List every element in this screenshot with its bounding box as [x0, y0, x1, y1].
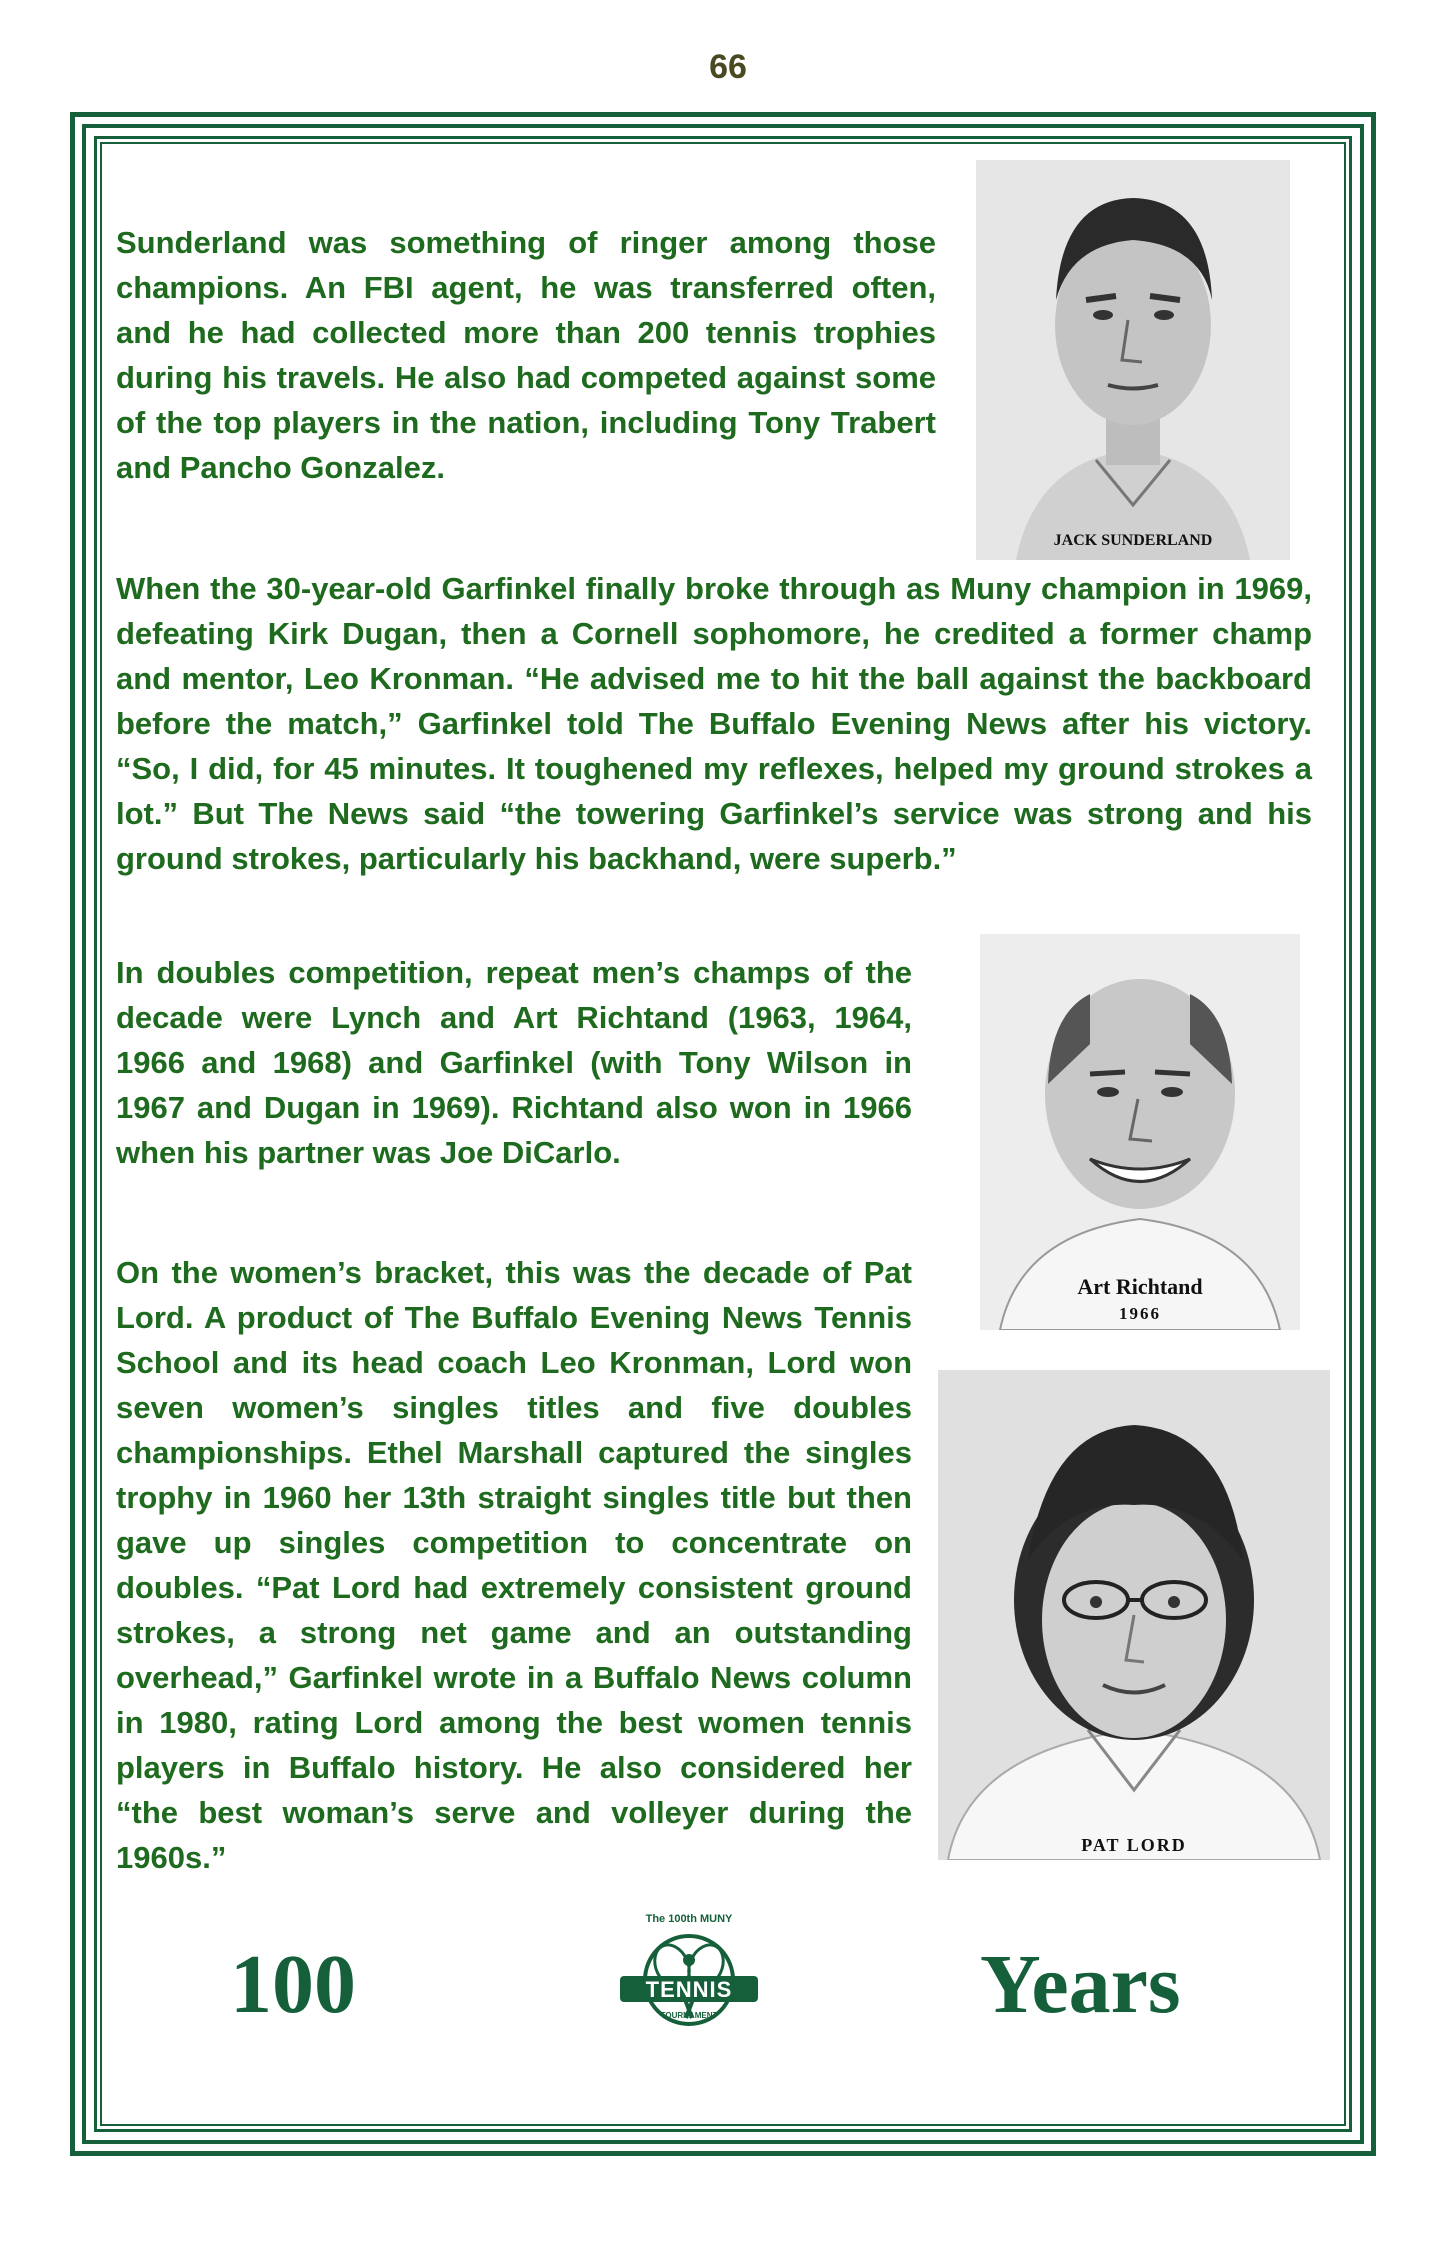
- logo-top-text: The 100th MUNY: [645, 1913, 733, 1925]
- photo-caption-year: 1966: [1119, 1304, 1161, 1323]
- photo-caption: PAT LORD: [1081, 1835, 1187, 1855]
- portrait-icon: [938, 1370, 1330, 1860]
- photo-jack-sunderland: [976, 160, 1290, 560]
- photo-pat-lord: [938, 1370, 1330, 1860]
- portrait-icon: [980, 934, 1300, 1330]
- paragraph-women: On the women’s bracket, this was the decade of Pat Lord. A product of The Buffalo Evening News Tennis School and its head coach Leo Kronman, Lord won seven women’s singles titles and five doubles championships. Ethel Marshall captured the singles trophy in 1960 her 13th straight singles title but then gave up singles competition to concentrate on doubles. “Pat Lord had extremely consistent ground strokes, a strong net game and an outstanding overhead,” Garfinkel wrote in a Buffalo News column in 1980, rating Lord among the best women tennis players in Buffalo history. He also considered her “the best woman’s serve and volleyer during the 1960s.”: [116, 1255, 912, 1875]
- footer-years: Years: [980, 1938, 1181, 2031]
- photo-art-richtand: [980, 934, 1300, 1330]
- paragraph-garfinkel: When the 30-year-old Garfinkel finally broke through as Muny champion in 1969, defeating Kirk Dugan, then a Cornell sophomore, he credited a former champ and mentor, Leo Kronman. “He advised me to hit the ball against the backboard before the match,” Garfinkel told The Buffalo Evening News after his victory. “So, I did, for 45 minutes. It toughened my reflexes, helped my ground strokes a lot.” But The News said “the towering Garfinkel’s service was strong and his ground strokes, particularly his backhand, were superb.”: [116, 571, 1312, 876]
- logo-main-text: TENNIS: [645, 1977, 733, 2002]
- photo-caption: Art Richtand: [1077, 1274, 1203, 1299]
- page-number: 66: [709, 48, 747, 86]
- tennis-logo-icon: [614, 1908, 764, 2038]
- paragraph-sunderland: Sunderland was something of ringer among those champions. An FBI agent, he was transferred often, and he had collected more than 200 tennis trophies during his travels. He also had competed against some of the top players in the nation, including Tony Trabert and Pancho Gonzalez.: [116, 225, 936, 485]
- photo-caption: JACK SUNDERLAND: [1053, 532, 1213, 549]
- logo-bottom-text: TOURNAMENT: [660, 2011, 718, 2020]
- footer-100: 100: [230, 1938, 356, 2031]
- portrait-icon: [976, 160, 1290, 560]
- tennis-tournament-logo: [614, 1908, 764, 2038]
- paragraph-doubles: In doubles competition, repeat men’s champs of the decade were Lynch and Art Richtand (1963, 1964, 1966 and 1968) and Garfinkel (with Tony Wilson in 1967 and Dugan in 1969). Richtand also won in 1966 when his partner was Joe DiCarlo.: [116, 955, 912, 1170]
